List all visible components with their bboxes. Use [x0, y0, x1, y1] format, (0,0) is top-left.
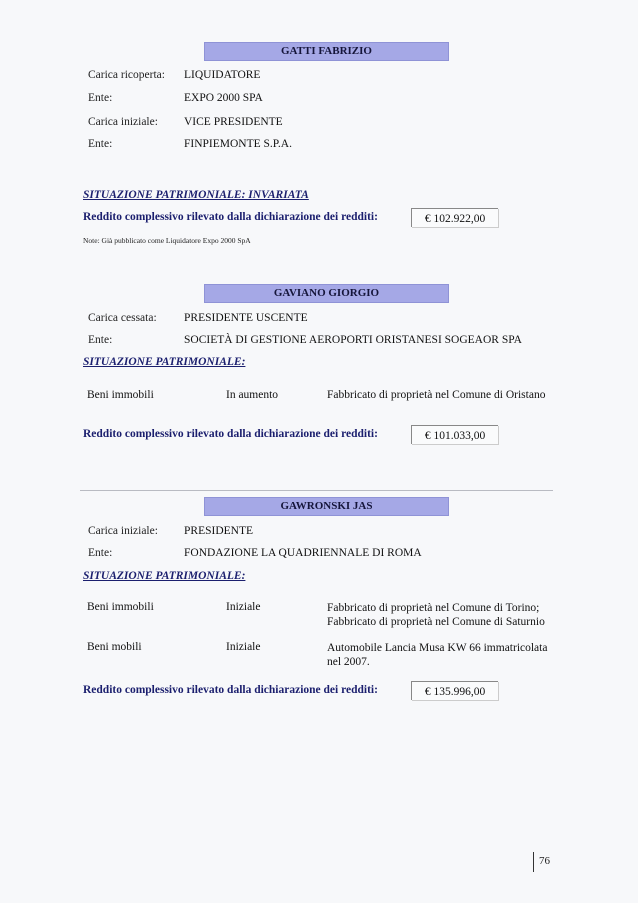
patrimonial-situation-heading: SITUAZIONE PATRIMONIALE: INVARIATA: [83, 189, 309, 201]
asset-description: Fabbricato di proprietà nel Comune di Torino; Fabbricato di proprietà nel Comune di Saturnio: [327, 602, 545, 628]
row-label: Carica iniziale:: [88, 116, 158, 128]
asset-type: Beni immobili: [87, 389, 154, 401]
row-value: PRESIDENTE USCENTE: [184, 312, 308, 324]
asset-status: In aumento: [226, 389, 279, 401]
income-amount-box: € 102.922,00: [411, 208, 498, 227]
note-text: Note: Già pubblicato come Liquidatore Expo 2000 SpA: [83, 236, 251, 245]
asset-status: Iniziale: [226, 641, 261, 653]
row-label: Ente:: [88, 138, 113, 150]
row-value: EXPO 2000 SPA: [184, 92, 263, 104]
section-name-bar: GAVIANO GIORGIO: [204, 284, 449, 303]
row-value: LIQUIDATORE: [184, 69, 261, 81]
section-name-bar: GATTI FABRIZIO: [204, 42, 449, 61]
row-value: VICE PRESIDENTE: [184, 116, 283, 128]
row-value: PRESIDENTE: [184, 525, 253, 537]
row-value: FINPIEMONTE S.P.A.: [184, 138, 292, 150]
row-label: Ente:: [88, 334, 113, 346]
row-label: Ente:: [88, 547, 113, 559]
asset-status: Iniziale: [226, 601, 261, 613]
income-label: Reddito complessivo rilevato dalla dichiarazione dei redditi:: [83, 211, 378, 223]
row-label: Ente:: [88, 92, 113, 104]
row-value: FONDAZIONE LA QUADRIENNALE DI ROMA: [184, 547, 422, 559]
section-name-bar: GAWRONSKI JAS: [204, 497, 449, 516]
row-value: SOCIETÀ DI GESTIONE AEROPORTI ORISTANESI SOGEAOR SPA: [184, 334, 522, 346]
section-divider: [80, 490, 553, 491]
page-number: 76: [539, 855, 550, 867]
asset-type: Beni mobili: [87, 641, 142, 653]
asset-description: Automobile Lancia Musa KW 66 immatricolata nel 2007.: [327, 642, 548, 668]
income-amount-box: € 135.996,00: [411, 681, 498, 700]
row-label: Carica iniziale:: [88, 525, 158, 537]
income-label: Reddito complessivo rilevato dalla dichiarazione dei redditi:: [83, 428, 378, 440]
row-label: Carica ricoperta:: [88, 69, 165, 81]
patrimonial-situation-heading: SITUAZIONE PATRIMONIALE:: [83, 570, 246, 582]
asset-description: Fabbricato di proprietà nel Comune di Oristano: [327, 389, 546, 401]
row-label: Carica cessata:: [88, 312, 157, 324]
asset-type: Beni immobili: [87, 601, 154, 613]
patrimonial-situation-heading: SITUAZIONE PATRIMONIALE:: [83, 356, 246, 368]
page-number-separator: [533, 852, 534, 872]
income-amount-box: € 101.033,00: [411, 425, 498, 444]
income-label: Reddito complessivo rilevato dalla dichiarazione dei redditi:: [83, 684, 378, 696]
